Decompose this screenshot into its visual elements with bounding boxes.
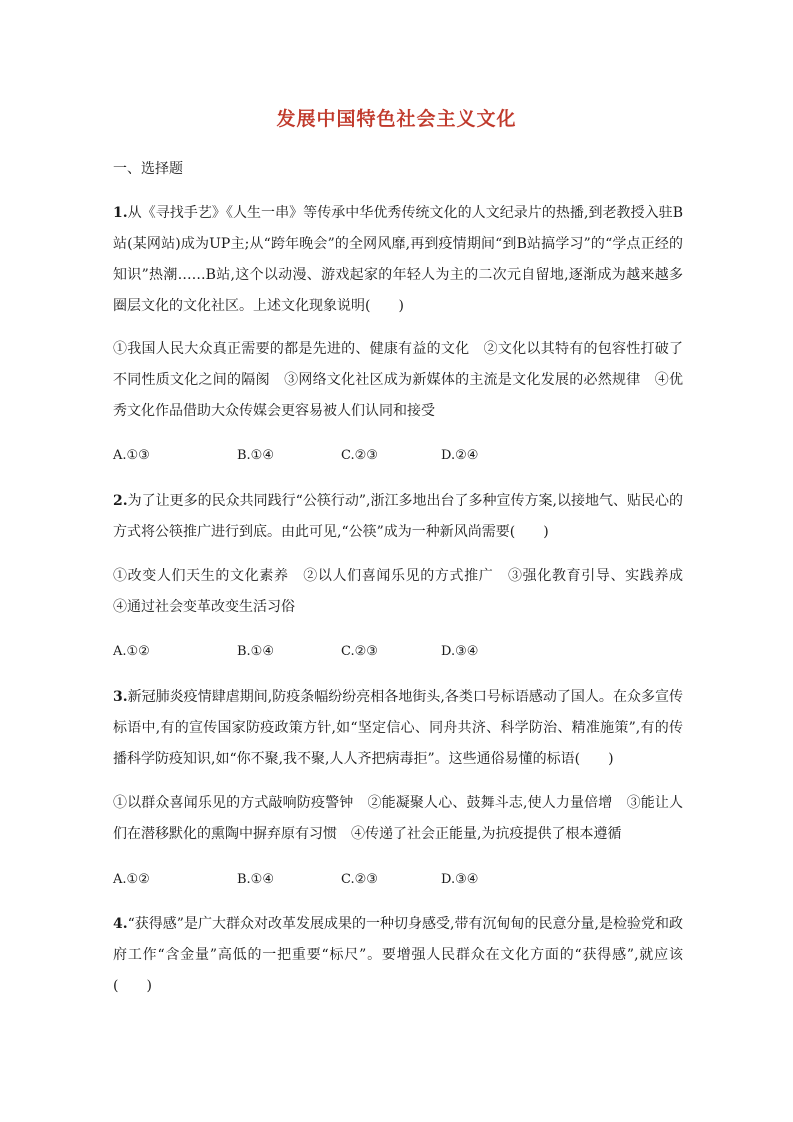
question-text: 为了让更多的民众共同践行“公筷行动”,浙江多地出台了多种宣传方案,以接地气、贴民心的方式将公筷推广进行到底。由此可见,“公筷”成为一种新风尚需要( ) bbox=[113, 493, 683, 540]
question-text: 新冠肺炎疫情肆虐期间,防疫条幅纷纷亮相各地街头,各类口号标语感动了国人。在众多宣传标语中,有的宣传国家防疫政策方针,如“坚定信心、同舟共济、科学防治、精准施策”,有的传播科学防疫知识,如“你不聚,我不聚,人人齐把病毒拒”。这些通俗易懂的标语( ) bbox=[113, 689, 683, 767]
question-2-options bbox=[113, 644, 683, 664]
question-number: 1. bbox=[113, 205, 128, 221]
question-1-stem bbox=[113, 198, 683, 322]
option-a: A.①② bbox=[113, 644, 150, 659]
question-1-options bbox=[113, 448, 683, 468]
question-3-statements: ①以群众喜闻乐见的方式敲响防疫警钟 ②能凝聚人心、鼓舞斗志,使人力量倍增 ③能让人们在潜移默化的熏陶中摒弃原有习惯 ④传递了社会正能量,为抗疫提供了根本遵循 bbox=[113, 795, 683, 842]
option-d: D.③④ bbox=[441, 872, 479, 887]
option-d: D.③④ bbox=[441, 644, 479, 659]
section-heading: 一、选择题 bbox=[113, 161, 183, 177]
question-3-stem bbox=[113, 682, 683, 775]
option-c: C.②③ bbox=[341, 448, 378, 463]
option-a: A.①② bbox=[113, 872, 150, 887]
option-b: B.①④ bbox=[237, 644, 274, 659]
option-b: B.①④ bbox=[237, 448, 274, 463]
question-3-options bbox=[113, 872, 683, 892]
option-c: C.②③ bbox=[341, 872, 378, 887]
question-text: 从《寻找手艺》《人生一串》等传承中华优秀传统文化的人文纪录片的热播,到老教授入驻B站(某网站)成为UP主;从“跨年晚会”的全网风靡,再到疫情期间“到B站搞学习”的“学点正经的知识”热潮……B站,这个以动漫、游戏起家的年轻人为主的二次元自留地,逐渐成为越来越多圈层文化的文化社区。上述文化现象说明( ) bbox=[113, 205, 683, 314]
question-number: 4. bbox=[113, 916, 128, 932]
question-2-statements: ①改变人们天生的文化素养 ②以人们喜闻乐见的方式推广 ③强化教育引导、实践养成 ④通过社会变革改变生活习俗 bbox=[113, 568, 697, 615]
page-title: 发展中国特色社会主义文化 bbox=[276, 108, 517, 130]
option-a: A.①③ bbox=[113, 448, 150, 463]
option-b: B.①④ bbox=[237, 872, 274, 887]
question-text: “获得感”是广大群众对改革发展成果的一种切身感受,带有沉甸甸的民意分量,是检验党和政府工作“含金量”高低的一把重要“标尺”。要增强人民群众在文化方面的“获得感”,就应该( ) bbox=[113, 916, 683, 994]
question-number: 2. bbox=[113, 493, 128, 509]
question-1-statements: ①我国人民大众真正需要的都是先进的、健康有益的文化 ②文化以其特有的包容性打破了不同性质文化之间的隔阂 ③网络文化社区成为新媒体的主流是文化发展的必然规律 ④优秀文化作品借助大众传媒会更容易被人们认同和接受 bbox=[113, 341, 683, 419]
option-c: C.②③ bbox=[341, 644, 378, 659]
option-d: D.②④ bbox=[441, 448, 479, 463]
question-4-stem bbox=[113, 909, 683, 1002]
question-2-stem bbox=[113, 486, 683, 548]
question-number: 3. bbox=[113, 689, 128, 705]
